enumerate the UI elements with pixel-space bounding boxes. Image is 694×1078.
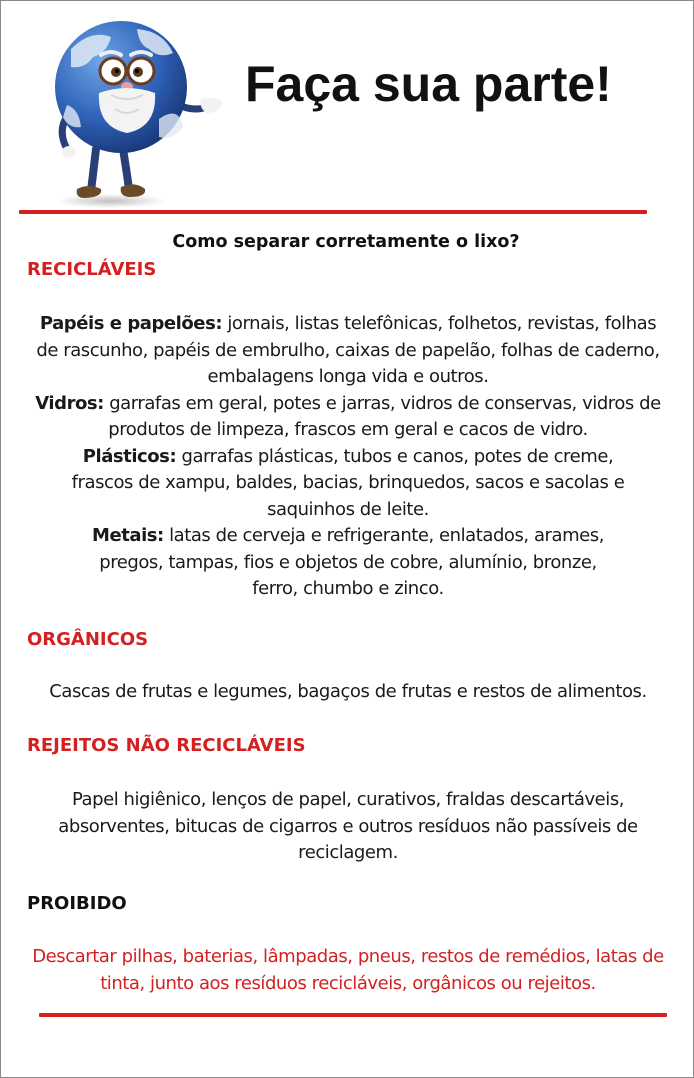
item-plasticos xyxy=(17,444,679,524)
bottom-divider xyxy=(39,1013,667,1017)
subtitle: Como separar corretamente o lixo? xyxy=(172,232,520,252)
proibido-text xyxy=(17,944,679,997)
item-text: garrafas em geral, potes e jarras, vidros de conservas, vidros de xyxy=(103,392,661,414)
globe-mascot-illustration xyxy=(41,9,231,209)
item-text: garrafas plásticas, tubos e canos, potes de creme, xyxy=(176,445,614,467)
top-divider xyxy=(19,210,647,214)
item-label: Plásticos: xyxy=(82,445,177,467)
rejeitos-heading: REJEITOS NÃO RECICLÁVEIS xyxy=(27,735,306,756)
item-vidros xyxy=(17,391,679,444)
body-line: Descartar pilhas, baterias, lâmpadas, pneus, restos de remédios, latas de xyxy=(32,946,664,967)
item-text: pregos, tampas, fios e objetos de cobre, alumínio, bronze, xyxy=(99,551,597,573)
item-text: saquinhos de leite. xyxy=(267,498,429,520)
item-text: produtos de limpeza, frascos em geral e cacos de vidro. xyxy=(108,419,588,440)
page-title: Faça sua parte! xyxy=(245,56,612,112)
item-label: Metais: xyxy=(92,525,164,546)
rejeitos-text xyxy=(17,787,679,867)
item-text: ferro, chumbo e zinco. xyxy=(252,578,444,599)
proibido-heading: PROIBIDO xyxy=(27,893,127,914)
item-text: jornais, listas telefônicas, folhetos, revistas, folhas xyxy=(222,313,657,334)
item-label: Papéis e papelões: xyxy=(39,313,223,334)
item-text: frascos de xampu, baldes, bacias, brinquedos, sacos e sacolas e xyxy=(71,472,625,493)
item-label: Vidros: xyxy=(35,392,104,414)
item-text: de rascunho, papéis de embrulho, caixas de papelão, folhas de caderno, xyxy=(36,339,660,361)
item-text: latas de cerveja e refrigerante, enlatados, arames, xyxy=(163,525,604,546)
reciclaveis-heading: RECICLÁVEIS xyxy=(27,259,157,280)
body-line: reciclagem. xyxy=(298,842,398,863)
organicos-heading: ORGÂNICOS xyxy=(27,629,149,650)
reciclaveis-list xyxy=(17,311,679,603)
body-line: tinta, junto aos resíduos recicláveis, orgânicos ou rejeitos. xyxy=(100,972,596,994)
item-text: embalagens longa vida e outros. xyxy=(207,366,489,387)
body-line: Cascas de frutas e legumes, bagaços de frutas e restos de alimentos. xyxy=(49,681,647,702)
item-metais xyxy=(17,523,679,603)
body-line: Papel higiênico, lenços de papel, curativos, fraldas descartáveis, xyxy=(71,789,625,810)
body-line: absorventes, bitucas de cigarros e outros resíduos não passíveis de xyxy=(58,815,638,837)
organicos-text xyxy=(17,679,679,706)
item-papeis xyxy=(17,311,679,391)
